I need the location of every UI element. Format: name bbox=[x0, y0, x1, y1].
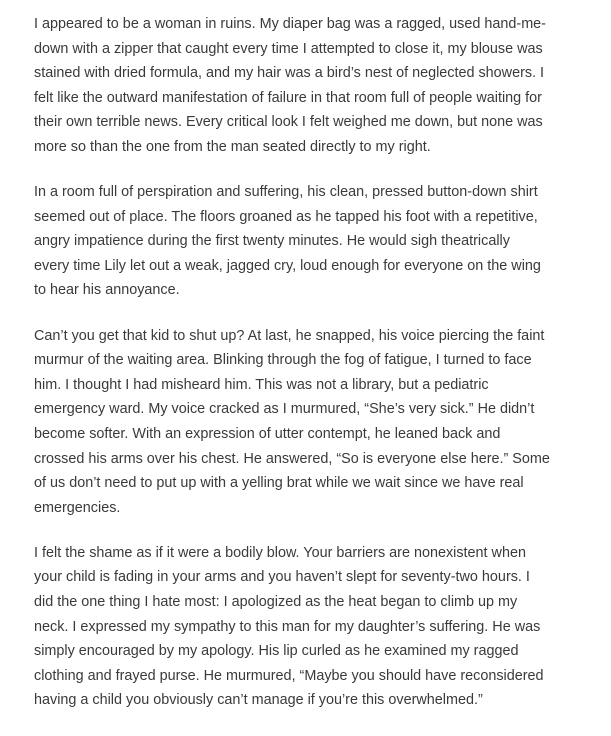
text-line: simply encouraged by my apology. His lip curled as he examined my ragged bbox=[34, 643, 519, 660]
text-line: I felt the shame as if it were a bodily blow. Your barriers are nonexistent when bbox=[34, 544, 526, 561]
text-line: felt like the outward manifestation of failure in that room full of people waiting for bbox=[34, 89, 542, 106]
text-line: neck. I expressed my sympathy to this man for my daughter’s suffering. He was bbox=[34, 618, 541, 635]
text-line: seemed out of place. The floors groaned as he tapped his foot with a repetitive, bbox=[34, 208, 538, 225]
paragraph-4 bbox=[34, 541, 611, 713]
text-line: more so than the one from the man seated directly to my right. bbox=[34, 138, 431, 155]
text-line: crossed his arms over his chest. He answered, “So is everyone else here.” Some bbox=[34, 450, 550, 467]
text-line: did the one thing I hate most: I apologized as the heat began to climb up my bbox=[34, 593, 518, 610]
text-line: him. I thought I had misheard him. This was not a library, but a pediatric bbox=[34, 376, 489, 393]
text-line: stained with dried formula, and my hair was a bird’s nest of neglected showers. I bbox=[34, 65, 545, 82]
text-line: your child is fading in your arms and you haven’t slept for seventy-two hours. I bbox=[34, 569, 530, 586]
text-line: clothing and frayed purse. He murmured, “Maybe you should have reconsidered bbox=[34, 667, 544, 684]
paragraph-1 bbox=[34, 12, 611, 160]
text-line: angry impatience during the first twenty minutes. He would sigh theatrically bbox=[34, 233, 510, 250]
text-line: having a child you obviously can’t manage if you’re this overwhelmed.” bbox=[34, 692, 483, 709]
text-line: of us don’t need to put up with a yelling brat while we wait since we have real bbox=[34, 475, 524, 492]
text-line: every time Lily let out a weak, jagged cry, loud enough for everyone on the wing bbox=[34, 257, 541, 274]
text-line: murmur of the waiting area. Blinking through the fog of fatigue, I turned to face bbox=[34, 352, 532, 369]
text-line: In a room full of perspiration and suffering, his clean, pressed button-down shirt bbox=[34, 184, 538, 201]
text-line: emergency ward. My voice cracked as I murmured, “She’s very sick.” He didn’t bbox=[34, 401, 535, 418]
text-line: their own terrible news. Every critical look I felt weighed me down, but none was bbox=[34, 114, 543, 131]
text-line: become softer. With an expression of utter contempt, he leaned back and bbox=[34, 425, 501, 442]
paragraph-3 bbox=[34, 324, 611, 521]
text-line: Can’t you get that kid to shut up? At last, he snapped, his voice piercing the faint bbox=[34, 327, 545, 344]
text-line: to hear his annoyance. bbox=[34, 282, 180, 299]
text-line: I appeared to be a woman in ruins. My diaper bag was a ragged, used hand-me- bbox=[34, 16, 546, 32]
paragraph-2 bbox=[34, 180, 611, 303]
text-line: down with a zipper that caught every time I attempted to close it, my blouse was bbox=[34, 40, 543, 57]
text-line: emergencies. bbox=[34, 499, 121, 516]
